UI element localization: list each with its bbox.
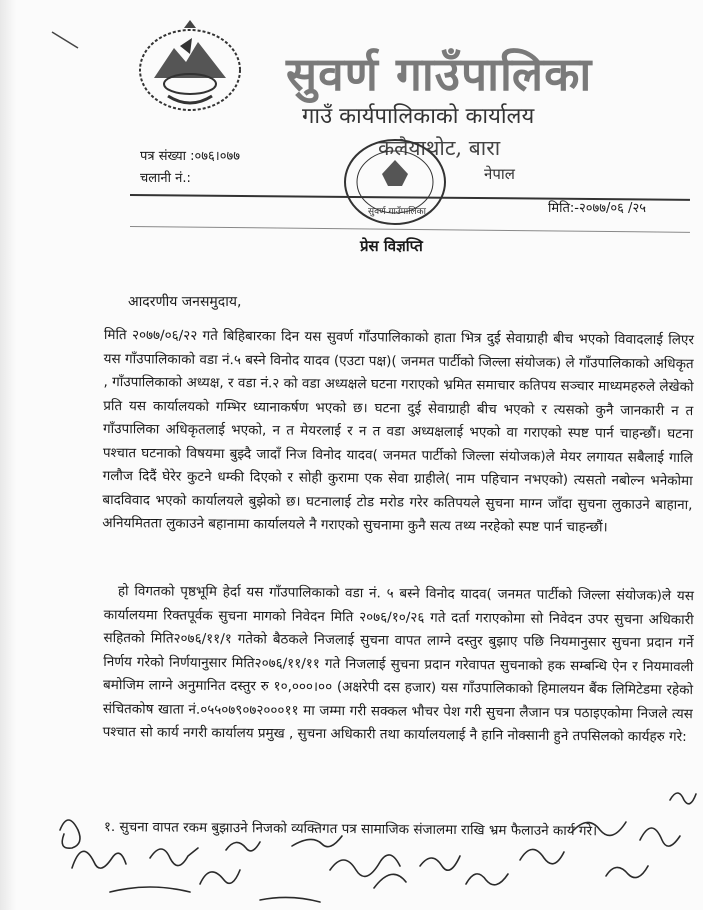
office-subtitle: गाउँ कार्यपालिकाको कार्यालय — [302, 104, 535, 129]
salutation: आदरणीय जनसमुदाय, — [128, 294, 242, 310]
list-item-1: १. सुचना वापत रकम बुझाउने निजको व्यक्तिगत पत्र सामाजिक संजालमा राखि भ्रम फैलाउने कार्य गरे। — [103, 818, 598, 840]
office-address: कलैयाथोट, बारा — [378, 136, 501, 160]
letter-date: मिति:-२०७७/०६ /२५ — [548, 201, 646, 216]
paragraph-2: हो विगतको पृष्ठभूमि हेर्दा यस गाँउपालिकाको वडा नं. ५ बस्ने विनोद यादव( जनमत पार्टीको जिल्ला संयोजक)ले यस कार्यालयमा रिक्तपूर्वक सुचना मागको निवेदन मिति २०७६/१०/२६ गते दर्ता गराएकोमा सो निवेदन उपर सुचना अधिकारी सहितको मिति२०७६/११/१ गतेको बैठकले निजलाई सुचना वापत लाग्ने दस्तुर बुझाए पछि नियमानुसार सुचना प्रदान गर्ने निर्णय गरेको निर्णयानुसार मिति२०७६/११/११ गते निजलाई सुचना प्रदान गरेवापत सुचनाको हक सम्बन्धि ऐन र नियमावली बमोजिम लाग्ने अनुमानित दस्तुर रु १०,०००।०० (अक्षरेपी दस हजार) यस गाँउपालिकाको हिमालयन बैंक लिमिटेडमा रहेको संचितकोष खाता नं.०५५०७९०७२०००११ मा जम्मा गरी सक्कल भौचर पेश गरी सुचना लैजान पत्र पठाइएकोमा निजले त्यस पश्चात सो कार्य नगरी कार्यालय प्रमुख , सुचना अधिकारी तथा कार्यालयलाई नै हानि नोक्सानी हुने तपसिलको कार्यहरु गरे: — [102, 583, 694, 746]
reference-number: पत्र संख्या :०७६।०७७ — [140, 149, 240, 164]
stamp-text: सुवर्ण गाउँपालिका — [368, 207, 426, 217]
country-label: नेपाल — [484, 165, 515, 183]
paragraph-1: मिति २०७७/०६/२२ गते बिहिबारका दिन यस सुवर्ण गाँउपालिकाको हाता भित्र दुई सेवाग्राही बीच भएको विवादलाई लिएर यस गाँउपालिकाको वडा नं.५ बस्ने विनोद यादव (एउटा पक्ष)( जनमत पार्टीको जिल्ला संयोजक) ले गाँउपालिकाको अधिकृत , गाँउपालिकाको अध्यक्ष, र वडा नं.२ को वडा अध्यक्षले घटना गराएको भ्रमित समाचार कतिपय सञ्चार माध्यमहरुले लेखेको प्रति यस कार्यालयको गम्भिर ध्यानाकर्षण भएको छ। घटना दुई सेवाग्राही बीच भएको र त्यसको कुनै जानकारी न त गाँउपालिका अधिकृतलाई भएको, न त मेयरलाई र न त वडा अध्यक्षलाई भएको वा गराएको स्पष्ट पार्न चाहन्छौं। घटना पश्चात घटनाको विषयमा बुझ्दै जादाँ निज विनोद यादव( जनमत पार्टीको जिल्ला संयोजक)ले मेयर लगायत सबैलाई गालि गलौज दिदैं घेरेर कुटने धम्की दिएको र सोही कुरामा एक सेवा ग्राहीले( नाम पहिचान नभएको) त्यसतो नबोल्न भनेकोमा बादविवाद भएको कार्यालयले बुझेको छ। घटनालाई टोड मरोड गरेर कतिपयले सुचना माग्न जाँदा सुचना लुकाउने बाहाना, अनियमितता लुकाउने बहानामा कार्यालयले नै गराएको सुचनामा कुनै सत्य तथ्य नरहेको स्पष्ट पार्न चाहन्छौं। — [102, 326, 694, 536]
municipality-title: सुवर्ण गाउँपालिका — [286, 47, 593, 101]
press-release-heading: प्रेस विज्ञप्ति — [360, 237, 423, 255]
dispatch-number: चलानी नं.: — [140, 171, 191, 186]
